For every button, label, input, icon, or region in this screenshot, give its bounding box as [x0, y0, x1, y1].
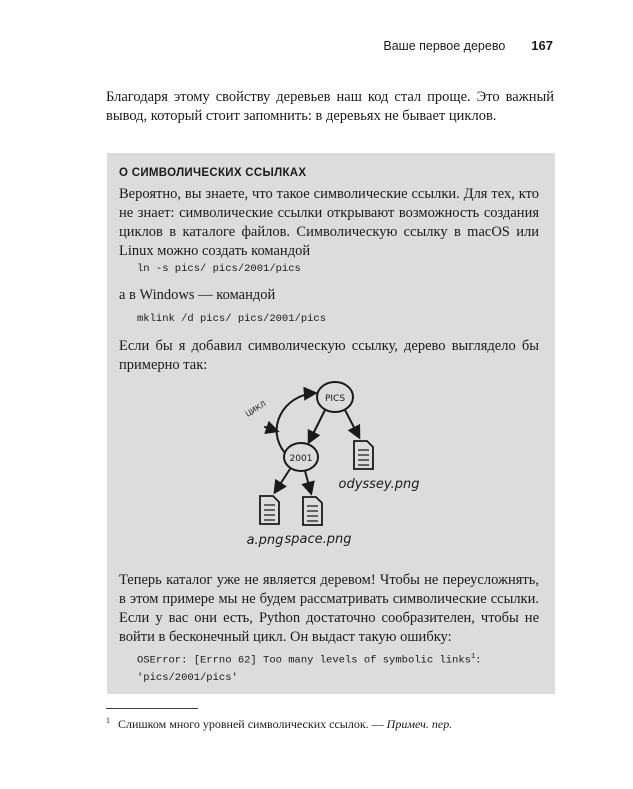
footnote-mark: 1 [106, 716, 110, 725]
running-header [383, 38, 553, 53]
sidebar-paragraph-4: Теперь каталог уже не является деревом! Чтобы не переусложнять, в этом примере мы не будем рассматривать символические ссылки. Если у вас они есть, Python достаточно сообразителен, чтобы не войти в бесконечный цикл. Он выдаст такую ошибку: [119, 572, 539, 645]
footnote-divider [106, 708, 198, 709]
chapter-title: Ваше первое дерево [383, 39, 506, 53]
file-label-odyssey: odyssey.png [338, 477, 420, 492]
edge-2001-space [305, 471, 311, 493]
file-icon-odyssey [354, 441, 373, 469]
error-code-block: OSError: [Errno 62] Too many levels of symbolic links$^1$: 'pics/2001/pics' [137, 653, 482, 684]
edge-pics-2001 [309, 410, 325, 442]
sidebar-title: О СИМВОЛИЧЕСКИХ ССЫЛКАХ [119, 167, 307, 179]
intro-paragraph: Благодаря этому свойству деревьев наш код стал проще. Это важный вывод, который стоит запомнить: в деревьях не бывает циклов. [106, 89, 554, 124]
sidebar-paragraph-1: Вероятно, вы знаете, что такое символические ссылки. Для тех, кто не знает: символические ссылки открывают возможность создания циклов в каталоге файлов. Символическую ссылку в macOS или Linux можно создать командой [119, 186, 539, 259]
file-icon-space [303, 497, 322, 525]
footnote-text: Слишком много уровней символических ссылок. — [118, 717, 384, 731]
footnote [106, 713, 452, 732]
file-label-a: a.png [246, 533, 284, 548]
cycle-label: ЦИКЛ [243, 399, 268, 419]
code-ln: ln -s pics/ pics/2001/pics [137, 263, 301, 275]
sidebar-box [107, 153, 555, 694]
sidebar-paragraph-2: а в Windows — командой [119, 287, 276, 303]
error-footnote-mark: 1 [470, 653, 476, 661]
node-pics-label: PICS [324, 394, 346, 404]
sidebar-paragraph-3: Если бы я добавил символическую ссылку, дерево выглядело бы примерно так: [119, 338, 539, 373]
tree-diagram [187, 371, 447, 571]
file-label-space: space.png [284, 532, 352, 547]
node-2001-label: 2001 [289, 454, 313, 464]
edge-pics-odyssey [345, 410, 359, 437]
code-mklink: mklink /d pics/ pics/2001/pics [137, 313, 327, 325]
footnote-note: Примеч. пер. [386, 717, 453, 731]
error-line-1: OSError: [Errno 62] Too many levels of symbolic links [137, 654, 471, 667]
cycle-pointer [265, 427, 277, 431]
edge-2001-a [275, 469, 290, 492]
page-number: 167 [531, 38, 553, 53]
error-line-2: 'pics/2001/pics' [137, 671, 238, 684]
file-icon-a [260, 496, 279, 524]
